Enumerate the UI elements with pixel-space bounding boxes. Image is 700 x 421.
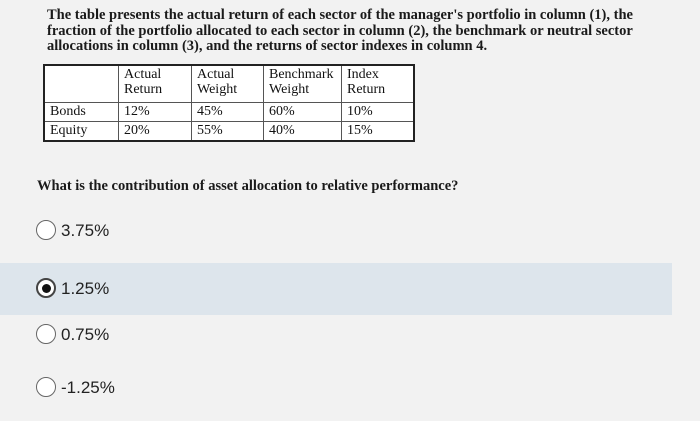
option-label: 3.75% [61, 221, 110, 240]
answer-option-2[interactable] [0, 263, 672, 315]
table-cell: 55% [192, 122, 264, 142]
table-cell: 20% [119, 122, 192, 142]
option-label: -1.25% [61, 378, 115, 397]
radio-button-checked[interactable] [36, 278, 56, 298]
radio-button[interactable] [36, 220, 56, 240]
radio-dot-icon [42, 284, 51, 293]
table-cell: 60% [264, 103, 342, 122]
radio-button[interactable] [36, 377, 56, 397]
table-cell: 45% [192, 103, 264, 122]
answer-option-4[interactable] [0, 362, 672, 414]
table-header-cell: Actual Return [119, 65, 192, 103]
option-label: 0.75% [61, 325, 110, 344]
table-row [44, 122, 414, 142]
table-header-cell: Benchmark Weight [264, 65, 342, 103]
table-cell: 10% [342, 103, 415, 122]
table-header-cell: Index Return [342, 65, 415, 103]
table-header-cell: Actual Weight [192, 65, 264, 103]
table-cell: Bonds [44, 103, 119, 122]
radio-button[interactable] [36, 324, 56, 344]
table-header-cell [44, 65, 119, 103]
answer-option-1[interactable] [0, 205, 672, 257]
question-prompt: What is the contribution of asset allocation to relative performance? [37, 178, 459, 194]
question-text: The table presents the actual return of each sector of the manager's portfolio in column (1), the fraction of the portfolio allocated to each sector in column (2), the benchmark or neutral sector allocations in column (3), and the returns of sector indexes in column 4. [47, 7, 633, 54]
allocation-table [43, 64, 415, 142]
table-cell: 12% [119, 103, 192, 122]
answer-option-3[interactable] [0, 309, 672, 361]
table-header-row [44, 65, 414, 103]
table-cell: 40% [264, 122, 342, 142]
table-row [44, 103, 414, 122]
table-cell: Equity [44, 122, 119, 142]
table-cell: 15% [342, 122, 415, 142]
option-label: 1.25% [61, 279, 110, 298]
